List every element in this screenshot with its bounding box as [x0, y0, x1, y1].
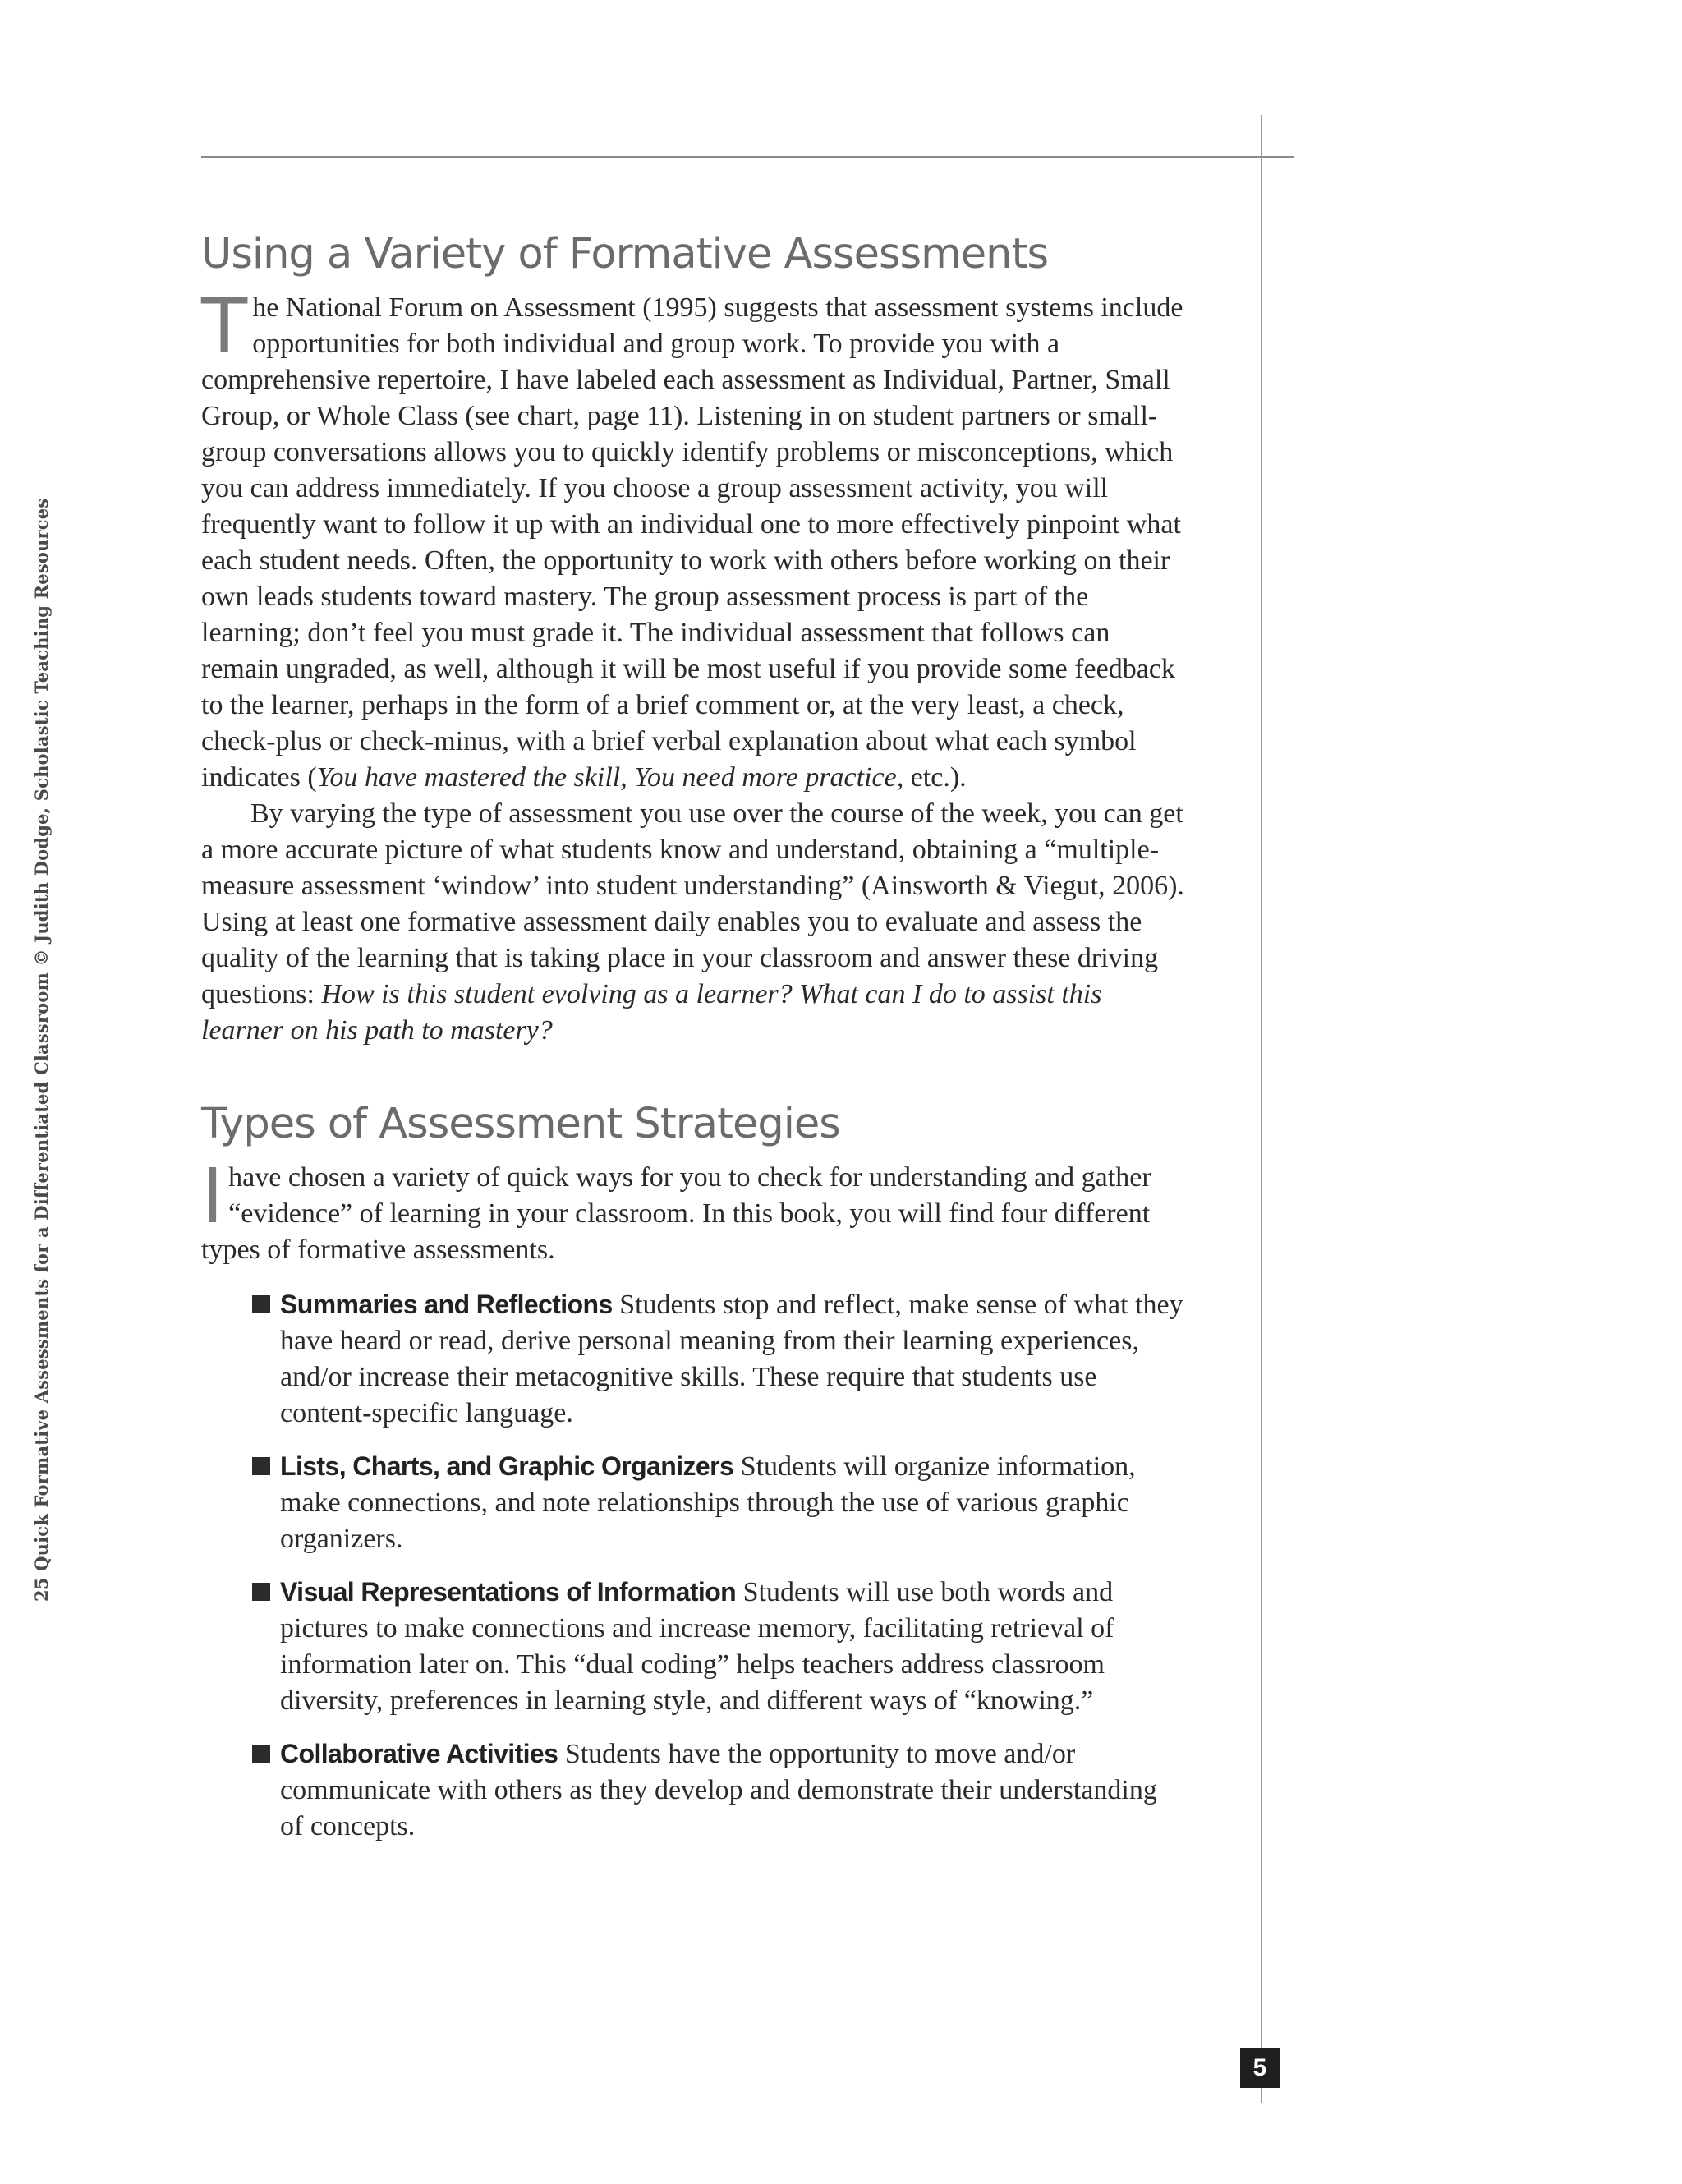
- strategy-term: Collaborative Activities: [280, 1739, 558, 1768]
- square-bullet-icon: [252, 1745, 270, 1763]
- square-bullet-icon: [252, 1583, 270, 1601]
- drop-cap: T: [201, 283, 248, 370]
- main-content: [201, 230, 1187, 1861]
- italic-phrase-mastered: You have mastered the skill: [316, 762, 621, 793]
- list-item: [201, 1574, 1187, 1719]
- paragraph-varying: [201, 796, 1187, 1049]
- strategy-description: Students have the opportunity to move and/or communicate with others as they develop and demonstrate their understanding of concepts.: [280, 1739, 1157, 1841]
- strategy-list: [201, 1286, 1187, 1845]
- paragraph-forum: [201, 283, 1187, 796]
- strategy-description: Students will use both words and pictures to make connections and increase memory, facilitating retrieval of information later on. This “dual coding” helps teachers address classroom diversity, preferences in learning style, and different ways of “knowing.”: [280, 1577, 1114, 1716]
- list-item: [201, 1286, 1187, 1432]
- page-number: 5: [1240, 2048, 1280, 2088]
- paragraph-varying-text: By varying the type of assessment you use over the course of the week, you can get a more accurate picture of what students know and understand, obtaining a “multiple-measure assessment ‘window’ into student understanding” (Ainsworth & Viegut, 2006). Using at least one formative assessment daily enables you to evaluate and assess the quality of the learning that is taking place in your classroom and answer these driving questions:: [201, 798, 1184, 1009]
- strategy-term: Visual Representations of Information: [280, 1577, 737, 1607]
- section-heading-formative: Using a Variety of Formative Assessments: [201, 230, 1049, 278]
- square-bullet-icon: [252, 1295, 270, 1313]
- strategy-term: Summaries and Reflections: [280, 1290, 613, 1319]
- drop-cap: I: [201, 1152, 224, 1240]
- paragraph-intro: [201, 1152, 1187, 1268]
- paragraph-forum-text: he National Forum on Assessment (1995) suggests that assessment systems include opportunities for both individual and group work. To provide you with a comprehensive repertoire, I have labeled each assessment as Individual, Partner, Small Group, or Whole Class (see chart, page 11). Listening in on student partners or small-group conversations allows you to quickly identify problems or misconceptions, which you can address immediately. If you choose a group assessment activity, you will frequently want to follow it up with an individual one to more effectively pinpoint what each student needs. Often, the opportunity to work with others before working on their own leads students toward mastery. The group assessment process is part of the learning; don’t feel you must grade it. The individual assessment that follows can remain ungraded, as well, although it will be most useful if you provide some feedback to the learner, perhaps in the form of a brief comment or, at the very least, a check, check-plus or check-minus, with a brief verbal explanation about what each symbol indicates (: [201, 292, 1183, 793]
- strategy-description: Students will organize information, make connections, and note relationships through the use of various graphic organizers.: [280, 1451, 1136, 1554]
- driving-questions: How is this student evolving as a learner? What can I do to assist this learner on his path to mastery?: [201, 979, 1102, 1046]
- strategy-term: Lists, Charts, and Graphic Organizers: [280, 1451, 734, 1481]
- section-heading-strategies: Types of Assessment Strategies: [201, 1100, 840, 1148]
- margin-rule: [1261, 115, 1262, 2103]
- top-rule: [201, 156, 1294, 158]
- side-credit: 25 Quick Formative Assessments for a Differentiated Classroom © Judith Dodge, Scholastic Teaching Resources: [31, 498, 52, 1602]
- comma-separator: ,: [620, 762, 635, 793]
- list-item: [201, 1736, 1187, 1845]
- square-bullet-icon: [252, 1457, 270, 1475]
- paragraph-forum-tail: etc.).: [903, 762, 967, 793]
- list-item: [201, 1448, 1187, 1557]
- paragraph-intro-text: have chosen a variety of quick ways for you to check for understanding and gather “evidence” of learning in your classroom. In this book, you will find four different types of formative assessments.: [201, 1162, 1151, 1265]
- strategy-description: Students stop and reflect, make sense of what they have heard or read, derive personal meaning from their learning experiences, and/or increase their metacognitive skills. These require that students use content-specific language.: [280, 1290, 1183, 1428]
- italic-phrase-practice: You need more practice,: [634, 762, 904, 793]
